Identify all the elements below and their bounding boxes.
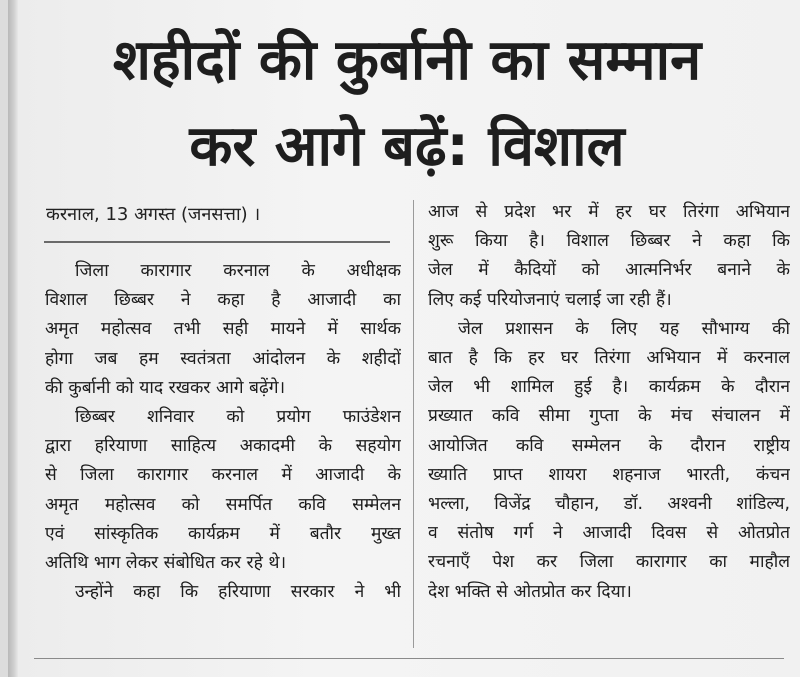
article-line: ख्याति प्राप्त शायरा शहनाज भारती, कंचन xyxy=(428,464,790,485)
article-line: उन्होंने कहा कि हरियाणा सरकार ने भी xyxy=(75,582,401,603)
article-line: बात है कि हर घर तिरंगा अभियान में करनाल xyxy=(428,348,790,369)
article-line: भल्ला, विजेंद्र चौहान, डॉ. अश्वनी शांडिल्य, xyxy=(428,494,790,515)
article-line: जेल भी शामिल हुई है। कार्यक्रम के दौरान xyxy=(428,377,790,398)
article-line: व संतोष गर्ग ने आजादी दिवस से ओतप्रोत xyxy=(428,523,790,544)
dateline-rule xyxy=(44,241,390,243)
article-line: जिला कारागार करनाल के अधीक्षक xyxy=(75,261,401,281)
headline xyxy=(22,18,792,190)
column-divider xyxy=(413,200,414,648)
article-line: होगा जब हम स्वतंत्रता आंदोलन के शहीदों xyxy=(45,348,401,369)
article-line: विशाल छिब्बर ने कहा है आजादी का xyxy=(45,290,401,311)
dateline: करनाल, 13 अगस्त (जनसत्ता) । xyxy=(46,204,261,225)
article-line: एवं सांस्कृतिक कार्यक्रम में बतौर मुख्त xyxy=(45,523,401,544)
article-line: अमृत महोत्सव तभी सही मायने में सार्थक xyxy=(45,319,401,340)
article-column-right xyxy=(428,198,790,607)
article-line: की कुर्बानी को याद रखकर आगे बढ़ेंगे। xyxy=(45,377,286,398)
article-line: प्रख्यात कवि सीमा गुप्ता के मंच संचालन में xyxy=(428,406,790,427)
bottom-rule xyxy=(34,658,784,659)
article-line: लिए कई परियोजनाएं चलाई जा रही हैं। xyxy=(428,289,672,310)
article-line: रचनाएँ पेश कर जिला कारागार का माहौल xyxy=(428,552,790,573)
article-line: अमृत महोत्सव को समर्पित कवि सम्मेलन xyxy=(45,494,401,515)
article-line: जेल में कैदियों को आत्मनिर्भर बनाने के xyxy=(428,260,790,281)
page-edge-shadow xyxy=(8,0,18,677)
newspaper-clipping xyxy=(8,0,800,677)
article-column-left xyxy=(45,257,401,607)
headline-line-2: कर आगे बढ़ें: विशाल xyxy=(189,114,625,179)
article-line: आयोजित कवि सम्मेलन के दौरान राष्ट्रीय xyxy=(428,435,790,456)
article-line: शुरू किया है। विशाल छिब्बर ने कहा कि xyxy=(428,231,790,252)
headline-line-1: शहीदों की कुर्बानी का सम्मान xyxy=(112,28,702,93)
article-line: आज से प्रदेश भर में हर घर तिरंगा अभियान xyxy=(428,202,790,222)
article-line: अतिथि भाग लेकर संबोधित कर रहे थे। xyxy=(45,553,287,574)
article-line: जेल प्रशासन के लिए यह सौभाग्य की xyxy=(458,318,790,339)
article-line: देश भक्ति से ओतप्रोत कर दिया। xyxy=(428,581,632,602)
article-line: से जिला कारागार करनाल में आजादी के xyxy=(45,465,401,486)
article-line: छिब्बर शनिवार को प्रयोग फाउंडेशन xyxy=(75,407,401,428)
article-line: द्वारा हरियाणा साहित्य अकादमी के सहयोग xyxy=(45,436,401,457)
